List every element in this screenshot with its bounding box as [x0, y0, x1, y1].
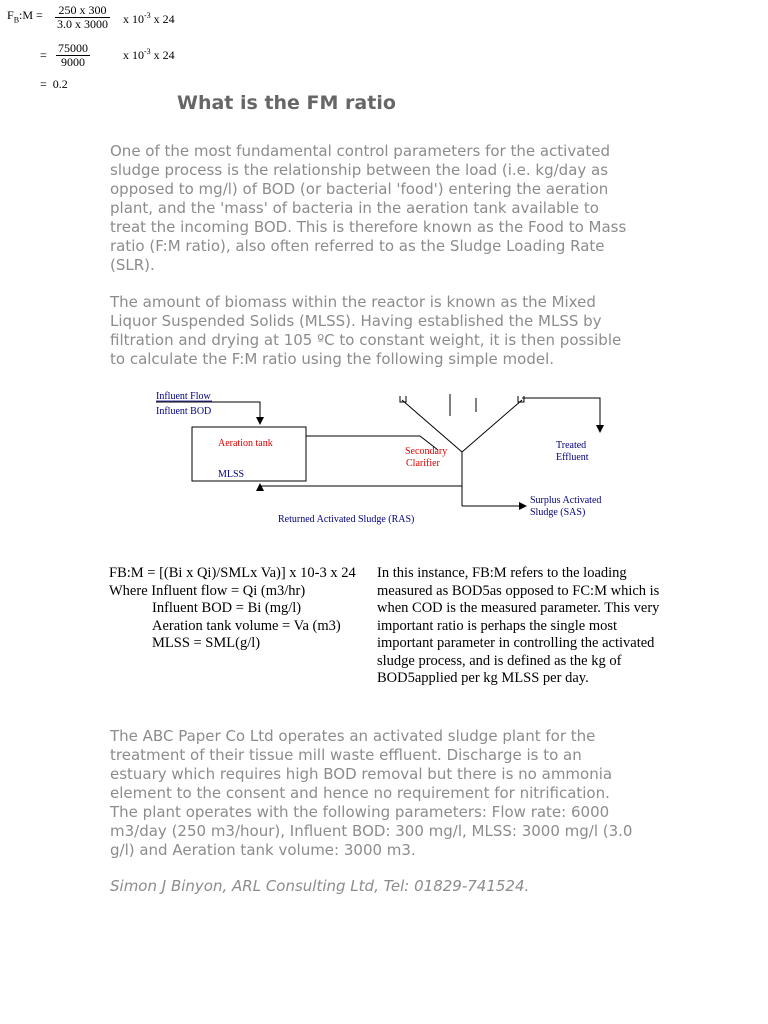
- surplus-label-1: Surplus Activated: [530, 495, 602, 506]
- aeration-tank-box: [192, 427, 306, 481]
- fm-equation-block: [109, 565, 356, 653]
- fraction-denominator: 9000: [61, 55, 85, 69]
- formula-result: = 0.2: [40, 77, 68, 91]
- formula-fraction-1: [55, 4, 110, 31]
- mlss-label: MLSS: [218, 469, 245, 480]
- process-flow-diagram: [150, 388, 620, 530]
- clarifier-left-wall: [402, 400, 462, 452]
- secondary-clarifier-label-1: Secondary: [405, 446, 448, 457]
- fm-explanation: In this instance, FB:M refers to the loading measured as BOD5as opposed to FC:M which is when COD is the measured parameter. This very important ratio is perhaps the single most important parameter in controlling the activated sludge process, and is defined as the kg of BOD5applied per kg MLSS per day.: [377, 565, 660, 686]
- influent-bod-definition: Influent BOD = Bi (mg/l): [152, 600, 302, 616]
- clarifier-right-wall: [462, 400, 522, 452]
- surplus-label-2: Sludge (SAS): [530, 507, 586, 518]
- author-credit: Simon J Binyon, ARL Consulting Ltd, Tel: 01829-741524.: [110, 877, 530, 895]
- secondary-clarifier-label-2: Clarifier: [406, 458, 440, 469]
- formula-lhs: $F_B:M$ =: [7, 8, 43, 25]
- ras-label: Returned Activated Sludge (RAS): [278, 514, 415, 525]
- formula-factor-1: x $10^{-3}$ x 24: [123, 11, 175, 26]
- ras-return-arrow: [260, 484, 462, 486]
- formula-fraction-2: [56, 42, 90, 69]
- intro-paragraph: One of the most fundamental control parameters for the activated sludge process is the relationship between the load (i.e. kg/day as opposed to mg/l) of BOD (or bacterial 'food') entering the aeration plant, and the 'mass' of bacteria in the aeration tank available to treat the incoming BOD. This is therefore known as the Food to Mass ratio (F:M ratio), also often referred to as the Sludge Loading Rate (SLR).: [110, 142, 627, 274]
- fraction-numerator: 250 x 300: [55, 4, 110, 18]
- fm-equation: FB:M = [(Bi x Qi)/SMLx Va)] x 10-3 x 24: [109, 565, 356, 581]
- treated-effluent-arrow: [522, 398, 600, 432]
- fraction-numerator: 75000: [58, 41, 88, 55]
- tank-volume-definition: Aeration tank volume = Va (m3): [152, 617, 341, 634]
- formula-line-1: [7, 8, 43, 24]
- influent-flow-definition: Where Influent flow = Qi (m3/hr): [109, 582, 306, 599]
- formula-factor-2: x $10^{-3}$ x 24: [123, 47, 175, 62]
- treated-effluent-label-2: Effluent: [556, 452, 589, 463]
- page-title: What is the FM ratio: [177, 92, 396, 114]
- influent-bod-label: Influent BOD: [156, 406, 212, 417]
- treated-effluent-label-1: Treated: [556, 440, 587, 451]
- case-study-paragraph: The ABC Paper Co Ltd operates an activated sludge plant for the treatment of their tissue mill waste effluent. Discharge is to an estuary which requires high BOD removal but there is no ammonia element to the consent and hence no requirement for nitrification. The plant operates with the following parameters: Flow rate: 6000 m3/day (250 m3/hour), Influent BOD: 300 mg/l, MLSS: 3000 mg/l (3.0 g/l) and Aeration tank volume: 3000 m3.: [110, 727, 633, 859]
- fraction-denominator: 3.0 x 3000: [57, 17, 108, 31]
- aeration-tank-label: Aeration tank: [218, 438, 273, 449]
- formula-equals-2: =: [40, 48, 47, 62]
- mlss-definition: MLSS = SML(g/l): [152, 635, 261, 651]
- mlss-paragraph: The amount of biomass within the reactor is known as the Mixed Liquor Suspended Solids (MLSS). Having established the MLSS by filtration and drying at 105 ºC to constant weight, it is then possible to calculate the F:M ratio using the following simple model.: [110, 293, 622, 368]
- influent-flow-label: Influent Flow: [156, 391, 211, 402]
